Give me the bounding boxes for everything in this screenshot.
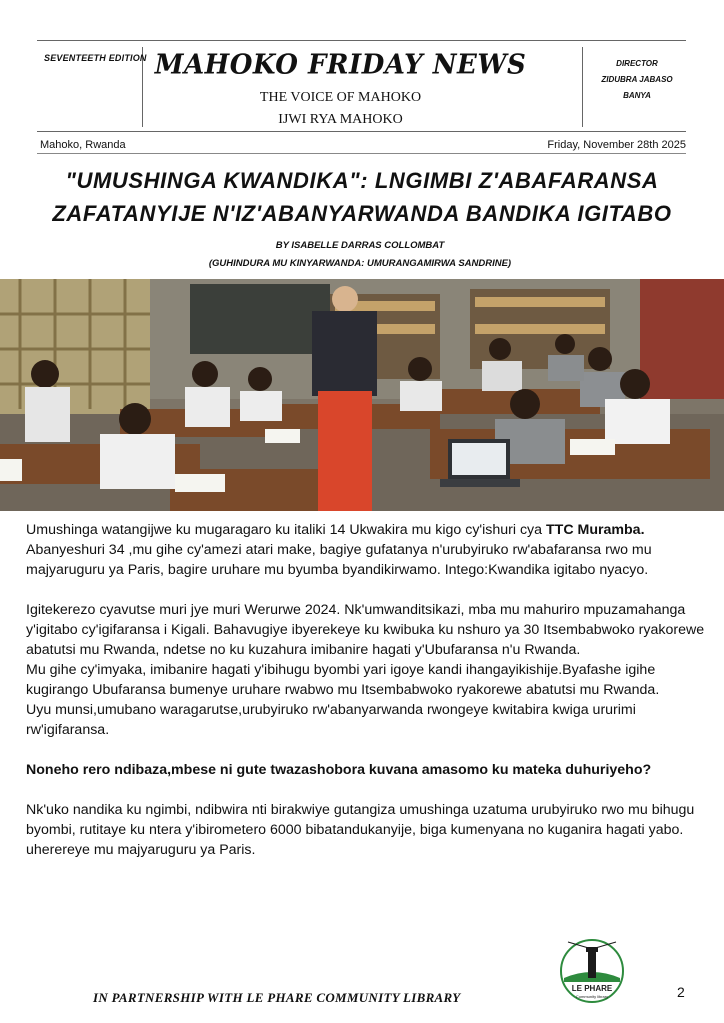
masthead-top-rule (37, 40, 686, 41)
logo-subtitle: Community library (575, 994, 609, 999)
edition-label: SEVENTEETH EDITION (44, 53, 147, 63)
dateline-location: Mahoko, Rwanda (40, 139, 126, 151)
headline-line-2: ZAFATANYIJE N'IZ'ABANYARWANDA BANDIKA IGITABO (52, 201, 672, 226)
article-headline (20, 164, 704, 230)
school-name: TTC Muramba. (545, 522, 645, 538)
page-number: 2 (677, 984, 685, 1000)
article-translator: (GUHINDURA MU KINYARWANDA: UMURANGAMIRWA SANDRINE) (208, 258, 512, 269)
masthead-divider-right (582, 47, 583, 127)
paragraph-1-intro: Umushinga watangijwe ku mugaragaro ku italiki 14 Ukwakira mu kigo cy'ishuri cya (26, 522, 546, 538)
masthead-tagline-kinyarwanda: IJWI RYA MAHOKO (278, 112, 403, 127)
question-heading: Noneho rero ndibaza,mbese ni gute twazashobora kuvana amasomo ku mateka duhuriyeho? (26, 762, 652, 778)
article-body (26, 520, 706, 860)
masthead-title: MAHOKO FRIDAY NEWS (154, 49, 527, 81)
classroom-photo (0, 279, 724, 511)
paragraph-1 (26, 520, 706, 580)
director-block (588, 56, 686, 104)
paragraph-3: Mu gihe cy'imyaka, imibanire hagati y'ibihugu byombi yari igoye kandi ihangayikishije.Byafashe igihe kugirango Ubufaransa bumenye uruhare rwabwo mu Itsembabwoko ryakorewe abatutsi mu Rwanda. (26, 662, 660, 698)
masthead-tagline-english: THE VOICE OF MAHOKO (259, 90, 422, 105)
director-label: DIRECTOR (616, 59, 658, 68)
footer-partnership: IN PARTNERSHIP WITH LE PHARE COMMUNITY LIBRARY (93, 990, 461, 1005)
director-names: ZIDUBRA JABASO BANYA (601, 75, 673, 100)
dateline-date: Friday, November 28th 2025 (547, 139, 686, 151)
masthead-bottom-rule (37, 131, 686, 132)
article-byline: BY ISABELLE DARRAS COLLOMBAT (275, 240, 445, 251)
headline-line-1: "UMUSHINGA KWANDIKA": LNGIMBI Z'ABAFARANSA (65, 168, 659, 193)
le-phare-logo (556, 938, 628, 1008)
paragraph-6: uherereye mu majyaruguru ya Paris. (26, 842, 256, 858)
paragraph-4: Uyu munsi,umubano waragarutse,urubyiruko rw'abanyarwanda rwongeye kwitabira kwiga ururimi rw'igifaransa. (26, 702, 636, 738)
logo-name: LE PHARE (571, 984, 613, 993)
paragraph-1-rest: Abanyeshuri 34 ,mu gihe cy'amezi atari make, bagiye gufatanya n'urubyiruko rw'abafaransa rwo mu majyaruguru ya Paris, bagire uruhare mu byumba byandikirwamo. Intego:Kwandika igitabo nyacyo. (26, 542, 652, 578)
dateline-rule (37, 153, 686, 154)
paragraph-5: Nk'uko nandika ku ngimbi, ndibwira nti birakwiye gutangiza umushinga uzatuma urubyiruko rwo mu bihugu byombi, rutitaye ku ntera y'ibirometero 6000 bibatandukanyije, biga kumenyana no kuganira hagati yabo. (26, 802, 695, 838)
paragraph-2: Igitekerezo cyavutse muri jye muri Werurwe 2024. Nk'umwanditsikazi, mba mu mahuriro mpuzamahanga y'igitabo cy'igifaransa i Kigali. Bahavugiye ibyerekeye ku kwibuka ku nshuro ya 30 Itsembabwoko ryakorewe abatutsi mu Rwanda, ndetse no ku kuzahura imibanire hagati y'Ubufaransa n'u Rwanda. (26, 602, 705, 658)
